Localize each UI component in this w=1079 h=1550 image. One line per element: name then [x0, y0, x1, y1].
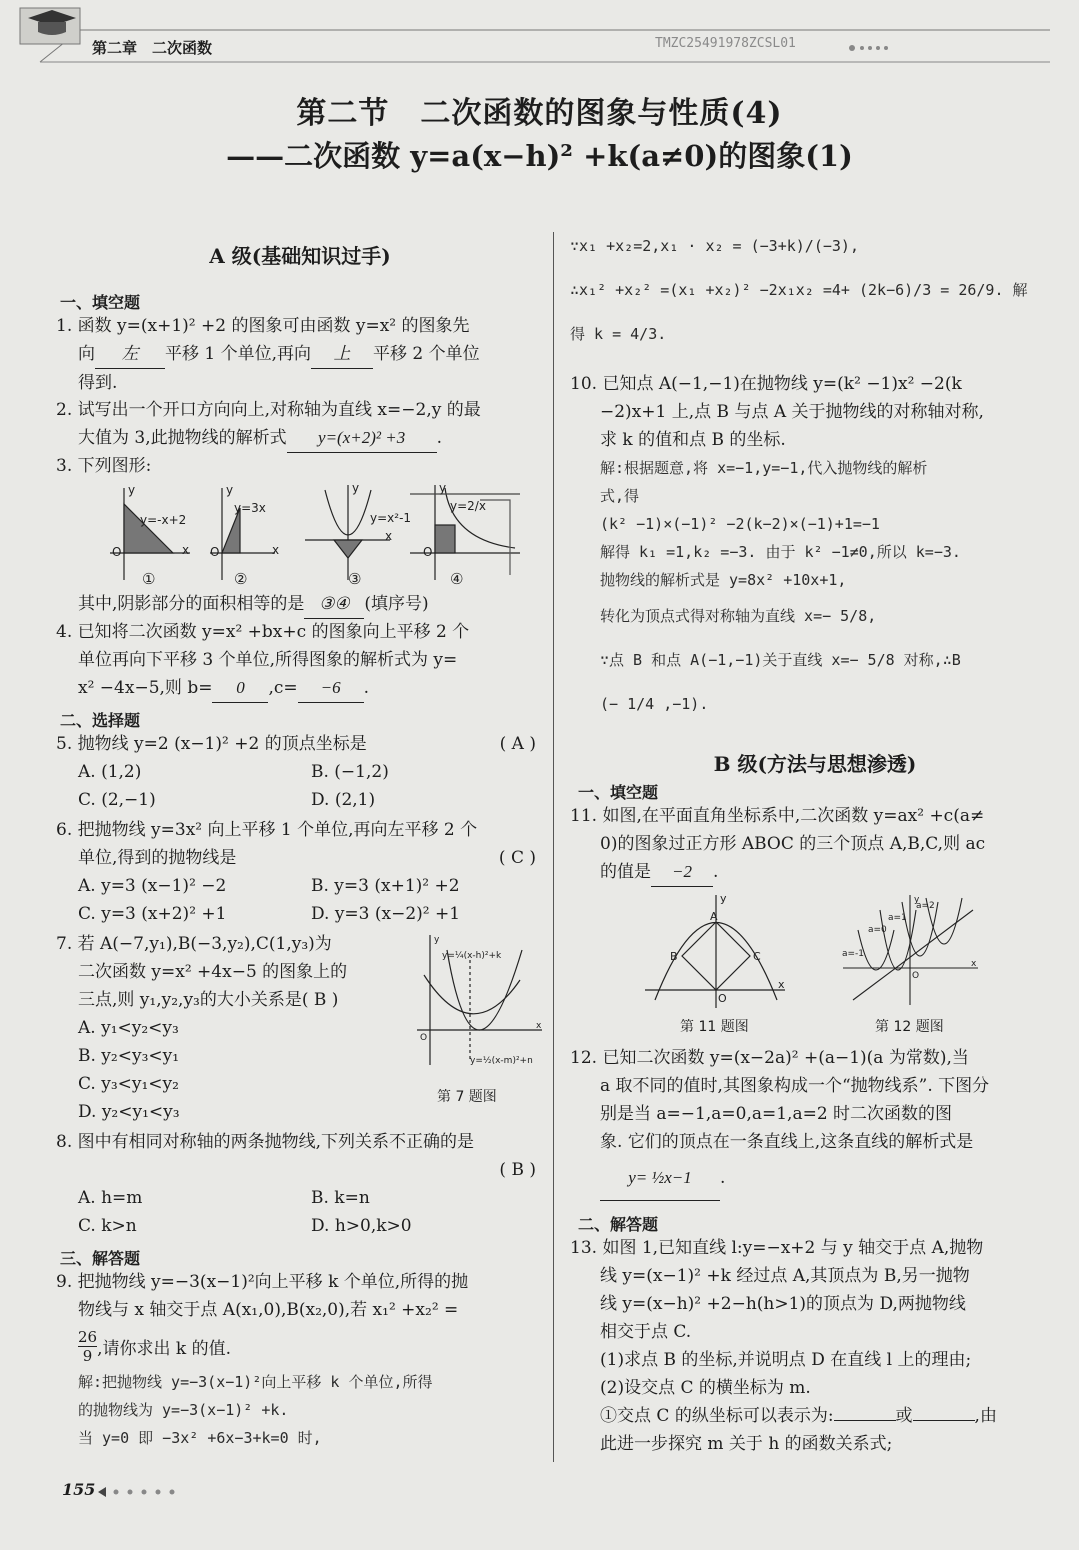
- level-b-fill-heading: 一、填空题: [578, 783, 659, 802]
- svg-text:y: y: [439, 481, 447, 495]
- section-title: 第二节 二次函数的图象与性质(4): [296, 96, 783, 131]
- svg-text:B: B: [670, 950, 678, 963]
- question-9-continued: ∵x₁ +x₂=2,x₁ · x₂ = (−3+k)/(−3), ∴x₁² +x₂² =(x₁ +x₂)² −2x₁x₂ =4+ (2k−6)/3 = 26/9. 解 得 k = 4/3.: [570, 237, 1028, 343]
- question-11: 11. 如图,在平面直角坐标系中,二次函数 y=ax² +c(a≠ 0)的图象过正方形 ABOC 的三个顶点 A,B,C,则 ac 的值是 −2 .: [570, 802, 1060, 887]
- page-number: 155: [62, 1480, 96, 1499]
- svg-text:x: x: [778, 978, 785, 991]
- svg-text:y: y: [352, 481, 360, 495]
- section-subtitle: ——二次函数 y=a(x−h)² +k(a≠0)的图象(1): [226, 139, 853, 173]
- column-divider: [553, 232, 554, 1462]
- book-code: TMZC25491978ZCSL01: [655, 36, 796, 51]
- question-12-caption: 第 12 题图: [875, 1019, 944, 1035]
- question-12-figure: [838, 890, 983, 1010]
- fig2-label: y=3x: [234, 501, 266, 515]
- svg-text:O: O: [423, 545, 433, 559]
- svg-text:O: O: [112, 545, 122, 559]
- svg-text:②: ②: [234, 570, 248, 588]
- question-9: 9. 把抛物线 y=−3(x−1)²向上平移 k 个单位,所得的抛 物线与 x 轴交于点 A(x₁,0),B(x₂,0),若 x₁² +x₂² = 26 9 ,请你求出 k 的值. 解:把抛物线 y=−3(x−1)²向上平移 k 个单位,所得 的抛物线为 y=−3(x−1)² +k. 当 y=0 即 −3x² +6x−3+k=0 时,: [56, 1272, 469, 1447]
- fill-blank-heading: 一、填空题: [60, 293, 141, 312]
- svg-text:x: x: [536, 1021, 542, 1031]
- answer-blank: 上: [311, 340, 373, 369]
- svg-text:A: A: [710, 910, 718, 923]
- question-3-stem: 3. 下列图形:: [56, 456, 152, 476]
- svg-text:x: x: [182, 543, 190, 557]
- question-12: 12. 已知二次函数 y=(x−2a)² +(a−1)(a 为常数),当 a 取不同的值时,其图象构成一个“抛物线系”. 下图分 别是当 a=−1,a=0,a=1,a=2 时二次函数的图 象. 它们的顶点在一条直线上,这条直线的解析式是 y= ½x−1 .: [570, 1044, 1060, 1201]
- svg-text:y: y: [128, 483, 136, 497]
- question-8: 8. 图中有相同对称轴的两条抛物线,下列关系不正确的是 ( B ) A. h=m B. k=n C. k>n D. h>0,k>0: [56, 1132, 536, 1236]
- question-3-figures: [100, 480, 540, 590]
- chapter-title: 第二章 二次函数: [92, 39, 213, 57]
- svg-text:x: x: [385, 529, 393, 543]
- question-4: 4. 已知将二次函数 y=x² +bx+c 的图象向上平移 2 个 单位再向下平移 3 个单位,所得图象的解析式为 y= x² −4x−5,则 b= 0 ,c= −6 .: [56, 618, 546, 703]
- question-7-caption: 第 7 题图: [437, 1089, 497, 1105]
- answer-blank: 0: [212, 674, 268, 703]
- answer-blank: ③④: [304, 590, 364, 619]
- level-b-heading: B 级(方法与思想渗透): [713, 752, 917, 776]
- question-7-figure: [412, 930, 547, 1070]
- svg-text:y: y: [434, 935, 440, 945]
- svg-text:a=1: a=1: [888, 913, 907, 923]
- question-11-caption: 第 11 题图: [680, 1019, 749, 1035]
- fig3-label: y=x²-1: [370, 511, 412, 525]
- svg-text:x: x: [971, 959, 977, 969]
- q7-bottom-label: y=½(x-m)²+n: [470, 1056, 533, 1066]
- answer-blank: −2: [651, 858, 713, 887]
- graduation-cap-icon: [20, 8, 80, 44]
- svg-text:y: y: [720, 892, 727, 905]
- answer-blank: −6: [298, 674, 364, 703]
- svg-text:③: ③: [348, 570, 362, 588]
- question-7: 7. 若 A(−7,y₁),B(−3,y₂),C(1,y₃)为 二次函数 y=x² +4x−5 的图象上的 三点,则 y₁,y₂,y₃的大小关系是( B ) A. y₁<y₂<y₃ B. y₂<y₃<y₁ C. y₃<y₁<y₂ D. y₂<y₁<y₃: [56, 934, 348, 1122]
- svg-text:y: y: [914, 895, 920, 905]
- svg-text:O: O: [912, 971, 920, 981]
- question-10: 10. 已知点 A(−1,−1)在抛物线 y=(k² −1)x² −2(k −2)x+1 上,点 B 与点 A 关于抛物线的对称轴对称, 求 k 的值和点 B 的坐标. 解:根据题意,将 x=−1,y=−1,代入抛物线的解析 式,得 (k² −1)×(−1)² −2(k−2)×(−1)+1=−1 解得 k₁ =1,k₂ =−3. 由于 k² −1≠0,所以 k=−3. 抛物线的解析式是 y=8x² +10x+1, 转化为顶点式得对称轴为直线 x=− 5/8, ∵点 B 和点 A(−1,−1)关于直线 x=− 5/8 对称,∴B (− 1/4 ,−1).: [570, 374, 984, 713]
- svg-text:a=2: a=2: [916, 901, 935, 911]
- svg-text:O: O: [718, 992, 727, 1005]
- answer-blank: [834, 1420, 896, 1421]
- fig1-label: y=-x+2: [140, 513, 187, 527]
- svg-text:y: y: [226, 483, 234, 497]
- question-6: 6. 把抛物线 y=3x² 向上平移 1 个单位,再向左平移 2 个 单位,得到的抛物线是 ( C ) A. y=3 (x−1)² −2 B. y=3 (x+1)² +2 C. y=3 (x+2)² +1 D. y=3 (x−2)² +1: [56, 820, 536, 924]
- question-1: 1. 函数 y=(x+1)² +2 的图象可由函数 y=x² 的图象先 向 左 平移 1 个单位,再向 上 平移 2 个单位 得到.: [56, 316, 480, 393]
- answer-blank: y= ½x−1: [600, 1156, 720, 1201]
- level-a-heading: A 级(基础知识过手): [209, 244, 391, 268]
- fig4-label: y=2/x: [450, 499, 486, 513]
- svg-text:x: x: [272, 543, 280, 557]
- question-3-answer: 其中,阴影部分的面积相等的是 ③④ (填序号): [78, 590, 429, 619]
- question-11-figure: [640, 890, 790, 1010]
- svg-text:a=0: a=0: [868, 925, 887, 935]
- svg-text:C: C: [753, 950, 761, 963]
- answer-blank: [913, 1420, 975, 1421]
- svg-text:①: ①: [142, 570, 156, 588]
- q7-top-label: y=¼(x-h)²+k: [442, 951, 502, 961]
- question-13: 13. 如图 1,已知直线 l:y=−x+2 与 y 轴交于点 A,抛物 线 y=(x−1)² +k 经过点 A,其顶点为 B,另一抛物 线 y=(x−h)² +2−h(h>1)的顶点为 D,两抛物线 相交于点 C. (1)求点 B 的坐标,并说明点 D 在直线 l 上的理由; (2)设交点 C 的横坐标为 m. ①交点 C 的纵坐标可以表示为: 或 ,由 此进一步探究 m 关于 h 的函数关系式;: [570, 1238, 997, 1454]
- svg-text:a=-1: a=-1: [842, 949, 865, 959]
- svg-text:O: O: [420, 1033, 428, 1043]
- choice-heading: 二、选择题: [60, 711, 141, 730]
- svg-text:O: O: [210, 545, 220, 559]
- question-2: 2. 试写出一个开口方向向上,对称轴为直线 x=−2,y 的最 大值为 3,此抛物线的解析式 y=(x+2)² +3 .: [56, 396, 546, 453]
- header-dots: [849, 45, 888, 51]
- question-5: 5. 抛物线 y=2 (x−1)² +2 的顶点坐标是 ( A ) A. (1,2) B. (−1,2) C. (2,−1) D. (2,1): [56, 734, 536, 810]
- answer-blank: 左: [95, 340, 165, 369]
- svg-text:④: ④: [450, 570, 464, 588]
- footer-dots: [98, 1484, 188, 1500]
- level-b-answer-heading: 二、解答题: [578, 1215, 659, 1234]
- answer-blank: y=(x+2)² +3: [287, 424, 437, 453]
- answer-heading: 三、解答题: [60, 1249, 141, 1268]
